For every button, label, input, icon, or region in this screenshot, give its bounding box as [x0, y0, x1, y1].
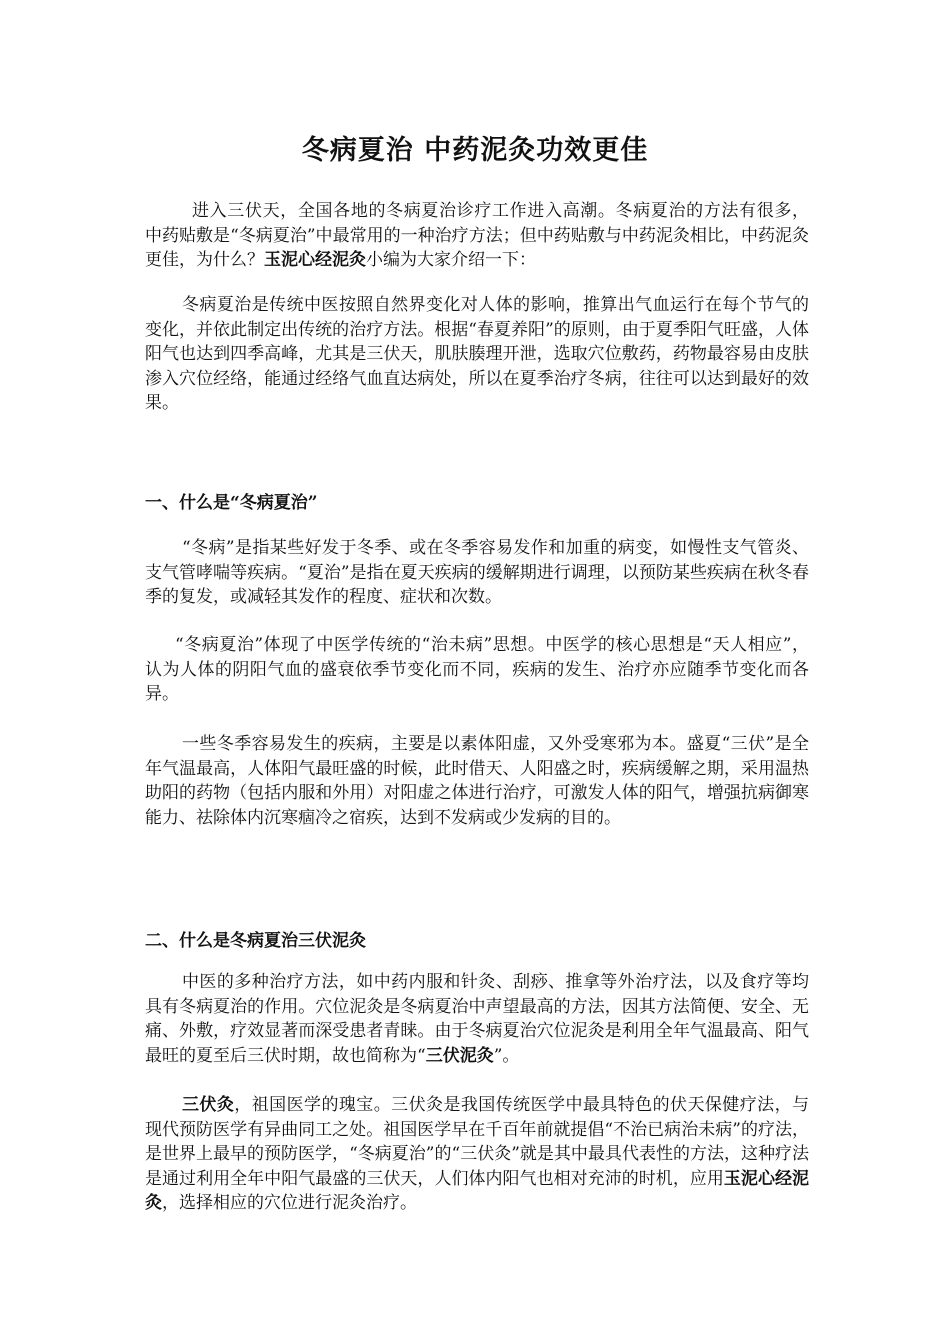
intro-text: 进入三伏天，全国各地的冬病夏治诊疗工作进入高潮。冬病夏治的方法有很多， 中药贴敷是“冬病夏治”中最常用的一种治疗方法；但中药贴敷与中药泥灸相比，中药泥灸更佳，为什么？	[145, 201, 809, 270]
section-1-paragraph-2: “冬病夏治”体现了中医学传统的“治未病”思想。中医学的核心思想是“天人相应”， 认为人体的阴阳气血的盛衰依季节变化而不同，疾病的发生、治疗亦应随季节变化而各异。	[145, 635, 809, 704]
section-2-p1-end: ”。	[493, 1045, 520, 1066]
section-2-p2-end: ，选择相应的穴位进行泥灸治疗。	[162, 1193, 417, 1213]
section-2-p2-text: ，祖国医学的瑰宝。三伏灸是我国传统医学中最具特色的伏天保健疗法，与现代预防医学有异曲同工之处。祖国医学早在千百年前就提倡“不治已病治未病”的疗法，是世界上最早的预防医学，“冬病夏治”的“三伏灸”就是其中最具代表性的方法，这种疗法是通过利用全年中阳气最盛的三伏天，人们体内阳气也相对充沛的时机，应用	[145, 1095, 810, 1189]
section-1-paragraph-3: 一些冬季容易发生的疾病，主要是以素体阳虚，又外受寒邪为本。盛夏“三伏”是全年气温最高，人体阳气最旺盛的时候，此时借天、人阳盛之时，疾病缓解之期，采用温热助阳的药物（包括内服和外用）对阳虚之体进行治疗，可激发人体的阳气，增强抗病御寒能力、祛除体内沉寒痼冷之宿疾，达到不发病或少发病的目的。	[145, 734, 809, 828]
brand-name: 玉泥心经泥灸	[264, 250, 366, 270]
section-1-paragraph-1: “冬病”是指某些好发于冬季、或在冬季容易发作和加重的病变，如慢性支气管炎、支气管哮喘等疾病。“夏治”是指在夏天疾病的缓解期进行调理，以预防某些疾病在秋冬春季的复发，或减轻其发作的程度、症状和次数。	[145, 538, 809, 607]
section-2-p1-text: 中医的多种治疗方法，如中药内服和针灸、刮痧、推拿等外治疗法，以及食疗等均具有冬病夏治的作用。穴位泥灸是冬病夏治中声望最高的方法，因其方法简便、安全、无痛、外敷，疗效显著而深受患者青睐。由于冬病夏治穴位泥灸是利用全年气温最高、阳气最旺的夏至后三伏时期，故也简称为“	[145, 972, 809, 1066]
section-2-p2-bold: 三伏灸	[182, 1095, 235, 1115]
brand-name-2: 玉泥心经泥灸	[145, 1168, 810, 1213]
overview-paragraph: 冬病夏治是传统中医按照自然界变化对人体的影响，推算出气血运行在每个节气的变化，并依此制定出传统的治疗方法。根据“春夏养阳”的原则，由于夏季阳气旺盛，人体阳气也达到四季高峰，尤其是三伏天，肌肤腠理开泄，选取穴位敷药，药物最容易由皮肤渗入穴位经络，能通过经络气血直达病处，所以在夏季治疗冬病，往往可以达到最好的效果。	[145, 295, 809, 413]
section-2-heading: 二、什么是冬病夏治三伏泥灸	[145, 931, 366, 951]
section-2-paragraph-1	[145, 970, 809, 1068]
intro-paragraph	[145, 199, 809, 273]
intro-text-end: 小编为大家介绍一下：	[366, 250, 536, 270]
section-2-p1-bold: 三伏泥灸	[425, 1045, 494, 1066]
document-title: 冬病夏治 中药泥灸功效更佳	[301, 135, 649, 166]
section-1-heading: 一、什么是“冬病夏治”	[145, 493, 318, 513]
section-2-paragraph-2	[145, 1093, 809, 1216]
